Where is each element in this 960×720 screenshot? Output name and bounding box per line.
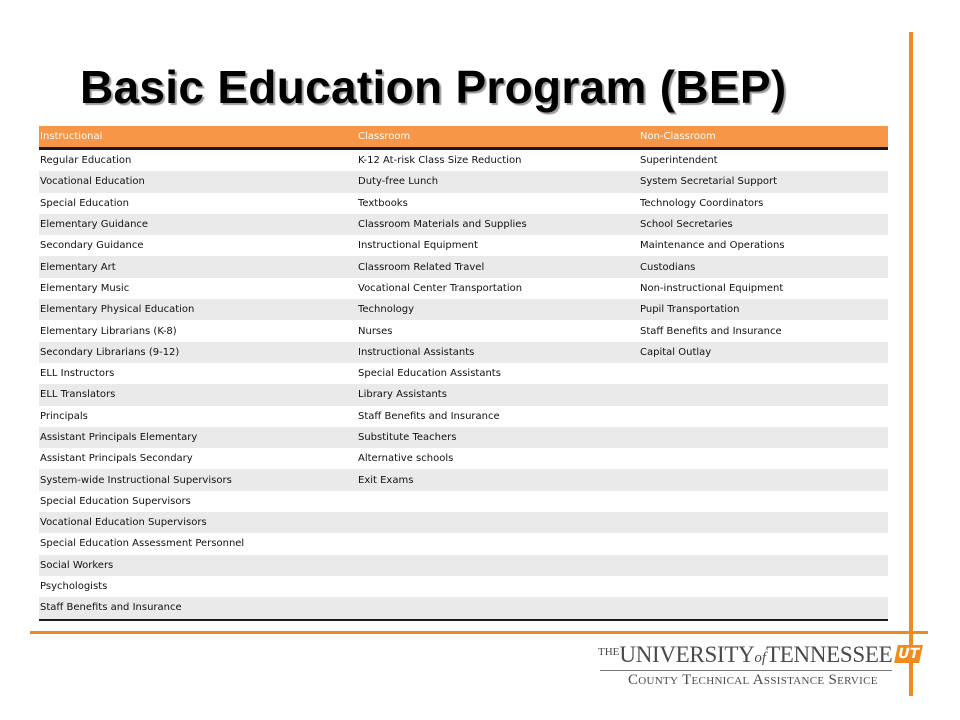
- cell-non-classroom: [639, 363, 888, 384]
- cell-instructional: Elementary Librarians (K-8): [40, 325, 177, 337]
- table-row: [39, 384, 888, 405]
- cell-classroom: [357, 533, 639, 554]
- table-row: [39, 491, 888, 512]
- cell-instructional: Secondary Librarians (9-12): [39, 342, 357, 363]
- cell-instructional: Vocational Education: [39, 171, 357, 192]
- cell-classroom: Nurses: [358, 325, 393, 337]
- cell-non-classroom: [639, 384, 888, 405]
- header-classroom: Classroom: [357, 126, 639, 149]
- cell-classroom: Technology: [357, 299, 639, 320]
- table-row: [39, 149, 888, 172]
- logo-service-name: County Technical Assistance Service: [628, 672, 878, 688]
- cell-classroom: Vocational Center Transportation: [358, 282, 523, 294]
- cell-classroom: Special Education Assistants: [358, 368, 501, 380]
- cell-classroom: [357, 555, 639, 576]
- cell-instructional: Staff Benefits and Insurance: [39, 597, 357, 619]
- table-row: [39, 469, 888, 490]
- cell-classroom: Staff Benefits and Insurance: [358, 410, 500, 422]
- table-row: [39, 299, 888, 320]
- cell-instructional: ELL Translators: [39, 384, 357, 405]
- cell-instructional: Elementary Music: [40, 282, 130, 294]
- cell-non-classroom: [639, 406, 888, 427]
- cell-instructional: Assistant Principals Secondary: [40, 453, 193, 465]
- cell-non-classroom: [639, 555, 888, 576]
- table-row: [39, 171, 888, 192]
- logo-divider: [600, 670, 892, 671]
- cell-instructional: Special Education Supervisors: [40, 495, 191, 507]
- cell-instructional: Assistant Principals Elementary: [39, 427, 357, 448]
- table-row: [39, 555, 888, 576]
- cell-non-classroom: [639, 448, 888, 469]
- cell-non-classroom: Capital Outlay: [639, 342, 888, 363]
- logo-university: UNIVERSITY: [619, 642, 755, 667]
- cell-instructional: Elementary Art: [39, 256, 357, 277]
- cell-non-classroom: Staff Benefits and Insurance: [640, 325, 782, 337]
- cell-classroom: [357, 576, 639, 597]
- bep-table: [39, 126, 888, 621]
- table-row: [39, 576, 888, 597]
- cell-classroom: [357, 597, 639, 619]
- header-non-classroom: Non-Classroom: [639, 126, 888, 149]
- table-row: [39, 342, 888, 363]
- cell-instructional: Elementary Guidance: [39, 214, 357, 235]
- cell-instructional: Psychologists: [40, 581, 108, 593]
- cell-instructional: Special Education Assessment Personnel: [40, 538, 245, 550]
- cell-non-classroom: Pupil Transportation: [639, 299, 888, 320]
- cell-instructional: Secondary Guidance: [40, 240, 144, 252]
- cell-classroom: Duty-free Lunch: [357, 171, 639, 192]
- cell-instructional: System-wide Instructional Supervisors: [39, 469, 357, 490]
- table-row: [39, 533, 888, 554]
- accent-vertical-line: [909, 32, 913, 696]
- table-row: [39, 448, 888, 469]
- cell-non-classroom: [639, 597, 888, 619]
- table-row: [39, 278, 888, 299]
- cell-non-classroom: Technology Coordinators: [640, 197, 764, 209]
- cell-non-classroom: System Secretarial Support: [639, 171, 888, 192]
- table-row: [39, 427, 888, 448]
- cell-instructional: Principals: [40, 410, 88, 422]
- cell-instructional: Elementary Physical Education: [39, 299, 357, 320]
- logo-tennessee: TENNESSEE: [766, 642, 893, 667]
- cell-classroom: K-12 At-risk Class Size Reduction: [358, 155, 522, 167]
- cell-classroom: Instructional Assistants: [357, 342, 639, 363]
- table-row: [39, 235, 888, 256]
- cell-classroom: Library Assistants: [357, 384, 639, 405]
- cell-non-classroom: [639, 469, 888, 490]
- table-row: [39, 597, 888, 619]
- cell-non-classroom: [639, 533, 888, 554]
- ut-mark-icon: UT: [895, 645, 924, 663]
- cell-non-classroom: School Secretaries: [639, 214, 888, 235]
- logo-wordmark: [598, 642, 921, 668]
- cell-classroom: [357, 491, 639, 512]
- cell-non-classroom: Superintendent: [640, 155, 718, 167]
- cell-non-classroom: Non-instructional Equipment: [640, 282, 784, 294]
- table-row: [39, 256, 888, 277]
- cell-instructional: Social Workers: [39, 555, 357, 576]
- header-instructional: Instructional: [39, 126, 357, 149]
- table-row: [39, 320, 888, 341]
- cell-classroom: Substitute Teachers: [357, 427, 639, 448]
- cell-non-classroom: [639, 576, 888, 597]
- cell-non-classroom: [639, 491, 888, 512]
- accent-horizontal-line: [30, 631, 928, 634]
- cell-non-classroom: [639, 427, 888, 448]
- table-row: [39, 214, 888, 235]
- table-row: [39, 406, 888, 427]
- cell-classroom: Alternative schools: [358, 453, 454, 465]
- cell-classroom: Classroom Materials and Supplies: [357, 214, 639, 235]
- ut-ctas-logo: [598, 642, 922, 692]
- logo-of: of: [754, 650, 767, 666]
- table-row: [39, 193, 888, 214]
- cell-non-classroom: [639, 512, 888, 533]
- cell-instructional: Vocational Education Supervisors: [39, 512, 357, 533]
- cell-instructional: Special Education: [40, 197, 129, 209]
- table-body: [39, 149, 888, 620]
- cell-non-classroom: Custodians: [639, 256, 888, 277]
- cell-non-classroom: Maintenance and Operations: [640, 240, 785, 252]
- cell-classroom: Textbooks: [358, 197, 408, 209]
- table-header-row: [39, 126, 888, 149]
- cell-classroom: Classroom Related Travel: [357, 256, 639, 277]
- cell-instructional: ELL Instructors: [40, 368, 115, 380]
- cell-classroom: Instructional Equipment: [358, 240, 478, 252]
- table-row: [39, 512, 888, 533]
- cell-instructional: Regular Education: [40, 155, 132, 167]
- table-row: [39, 363, 888, 384]
- cell-classroom: [357, 512, 639, 533]
- slide-title: Basic Education Program (BEP): [80, 61, 787, 113]
- logo-the: THE: [598, 646, 620, 658]
- cell-classroom: Exit Exams: [357, 469, 639, 490]
